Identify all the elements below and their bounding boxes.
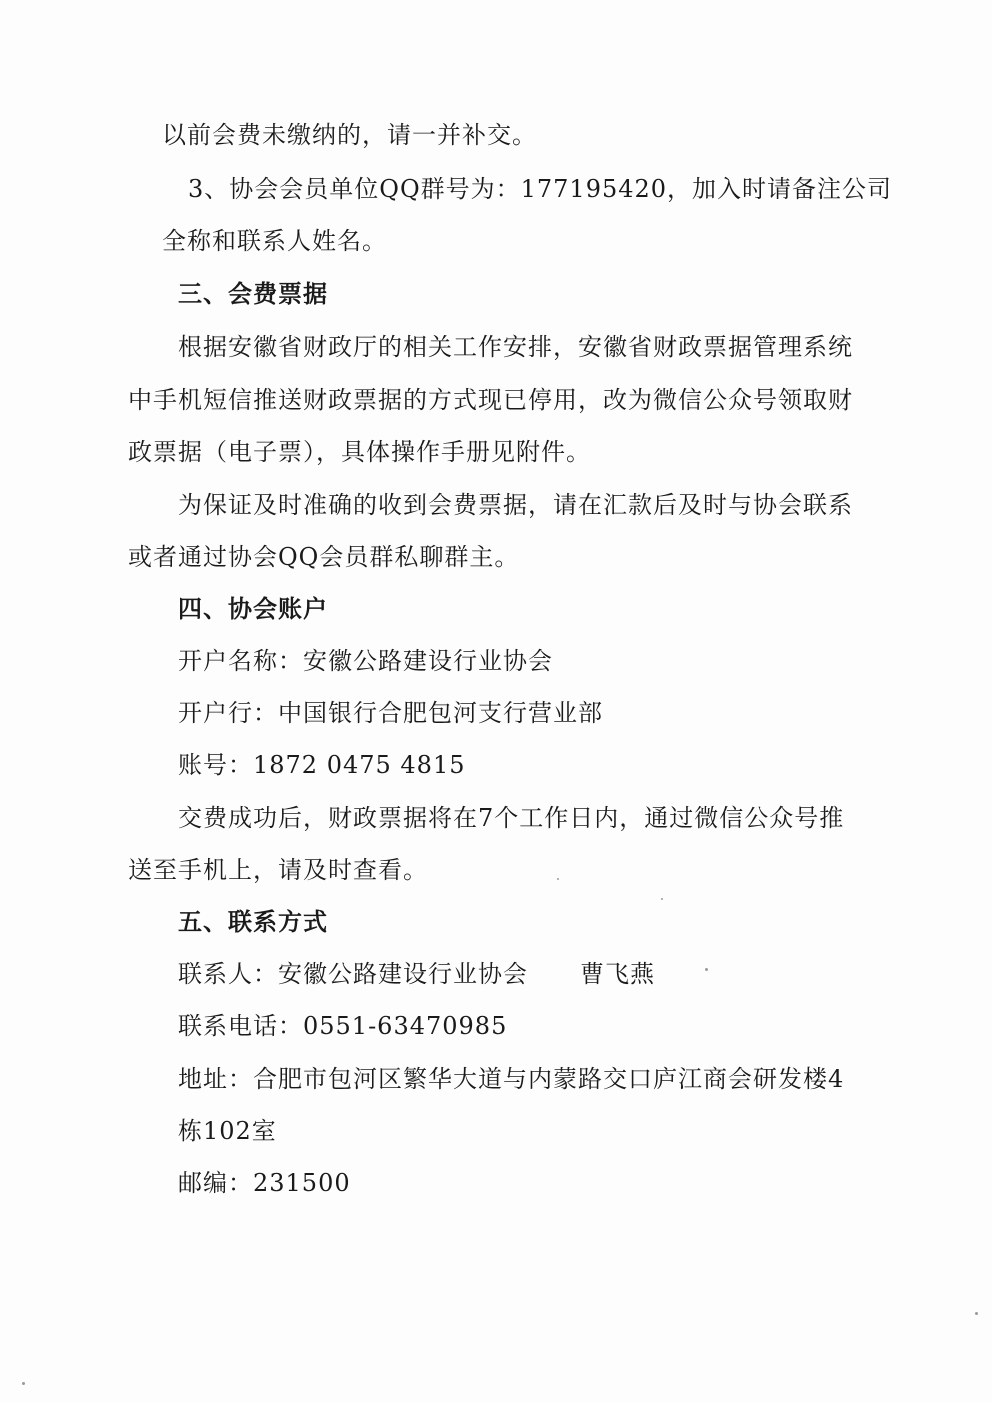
scan-speck — [22, 1382, 25, 1385]
text-line: 政票据（电子票），具体操作手册见附件。 — [128, 438, 591, 466]
text-line: 开户行：中国银行合肥包河支行营业部 — [178, 699, 603, 727]
section-heading: 五、联系方式 — [178, 908, 328, 936]
scan-speck — [661, 898, 663, 900]
text-line: 以前会费未缴纳的，请一并补交。 — [162, 121, 537, 149]
text-line: 账号：1872 0475 4815 — [178, 751, 466, 779]
text-line: 栋102室 — [178, 1117, 277, 1145]
contact-organization: 联系人：安徽公路建设行业协会 — [178, 960, 528, 988]
text-line: 全称和联系人姓名。 — [162, 227, 387, 255]
contact-person-line — [178, 958, 655, 990]
scan-speck — [557, 878, 559, 880]
section-heading: 四、协会账户 — [178, 595, 328, 623]
text-line: 邮编：231500 — [178, 1169, 351, 1197]
text-line: 为保证及时准确的收到会费票据，请在汇款后及时与协会联系 — [178, 491, 853, 519]
contact-name: 曹飞燕 — [580, 960, 655, 988]
text-line: 联系电话：0551-63470985 — [178, 1012, 508, 1040]
text-line: 送至手机上，请及时查看。 — [128, 856, 428, 884]
section-heading: 三、会费票据 — [178, 280, 328, 308]
scan-speck — [705, 968, 708, 971]
text-line: 地址：合肥市包河区繁华大道与内蒙路交口庐江商会研发楼4 — [178, 1065, 845, 1093]
text-line: 3、协会会员单位QQ群号为：177195420，加入时请备注公司 — [188, 175, 893, 203]
text-line: 开户名称：安徽公路建设行业协会 — [178, 647, 553, 675]
text-line: 根据安徽省财政厅的相关工作安排，安徽省财政票据管理系统 — [178, 333, 853, 361]
scan-speck — [975, 1312, 978, 1315]
text-line: 交费成功后，财政票据将在7个工作日内，通过微信公众号推 — [178, 804, 845, 832]
text-line: 或者通过协会QQ会员群私聊群主。 — [128, 543, 520, 571]
text-line: 中手机短信推送财政票据的方式现已停用，改为微信公众号领取财 — [128, 386, 853, 414]
